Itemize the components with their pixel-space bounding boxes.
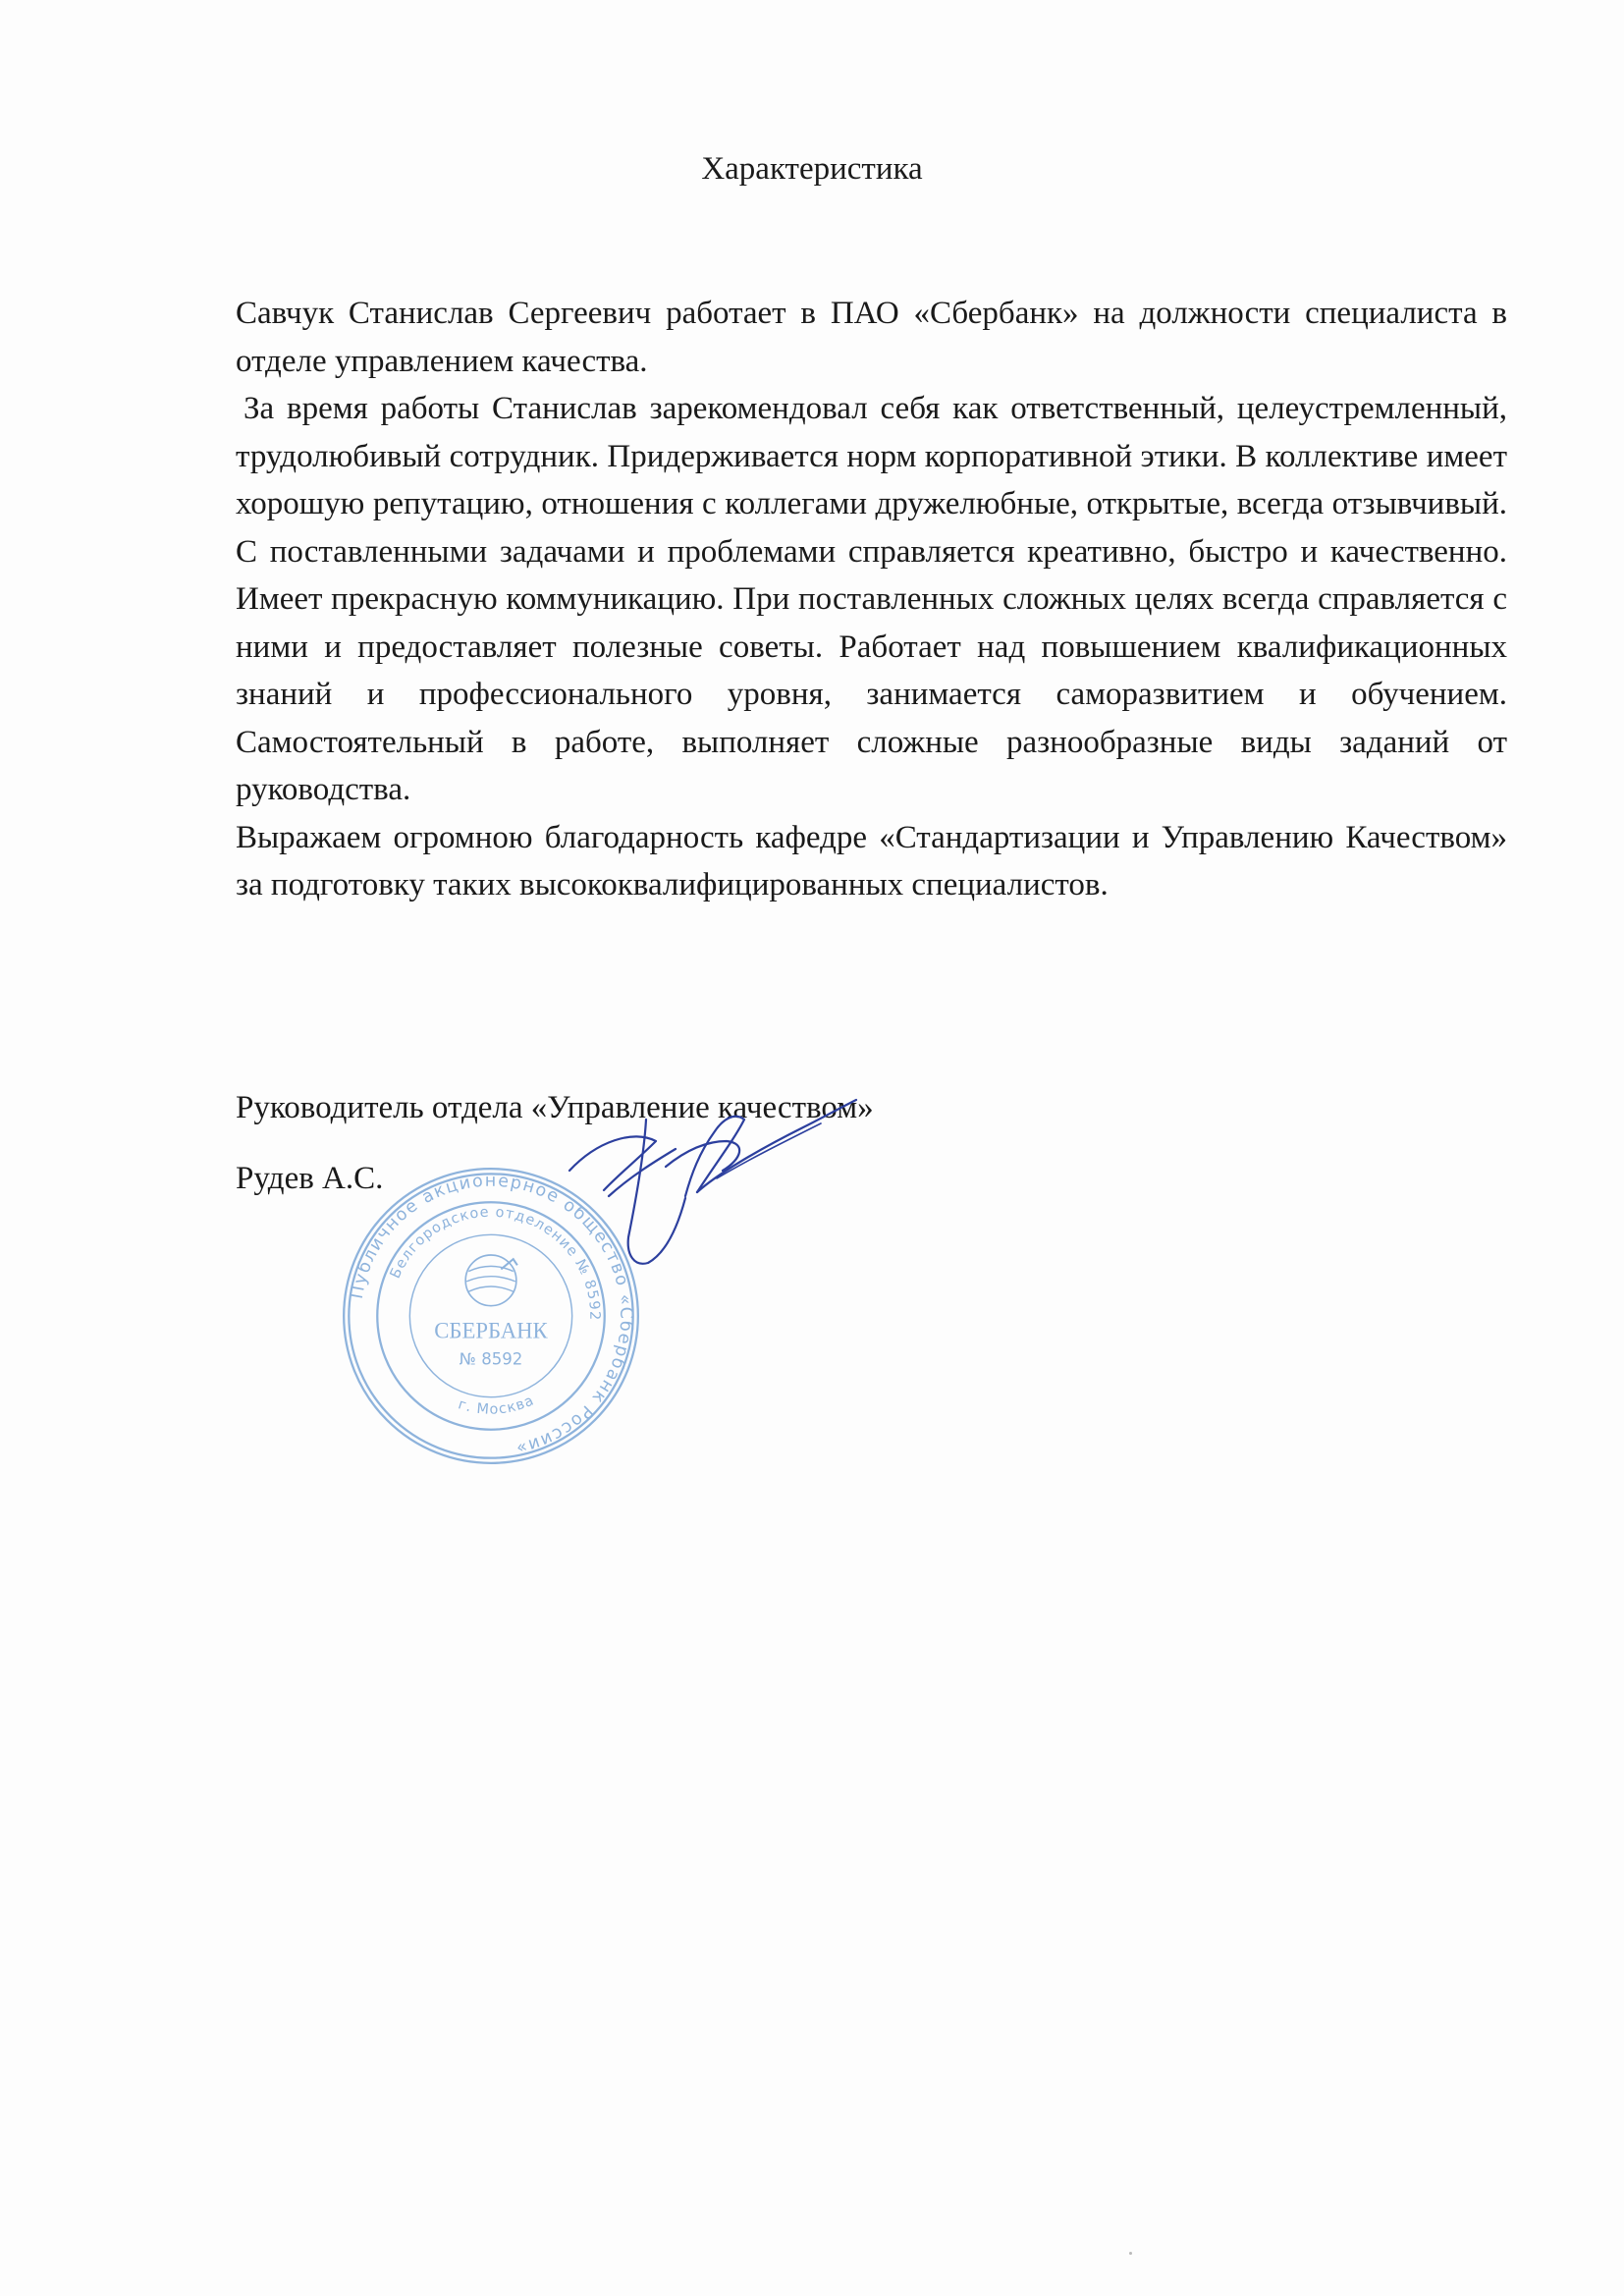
document-body [236, 290, 1507, 909]
stamp-center-number: № 8592 [459, 1349, 523, 1369]
handwritten-signature [550, 1080, 864, 1286]
signatory-name: Рудев А.С. [236, 1161, 384, 1196]
paragraph-characteristics: За время работы Станислав зарекомендовал себя как ответственный, целеустремленный, трудолюбивый сотрудник. Придерживается норм корпоративной этики. В коллективе имеет хорошую репутацию, отношения с коллегами дружелюбные, открытые, всегда отзывчивый. С поставленными задачами и проблемами справляется креативно, быстро и качественно. Имеет прекрасную коммуникацию. При поставленных сложных целях всегда справляется с ними и предоставляет полезные советы. Работает над повышением квалификационных знаний и профессионального уровня, занимается саморазвитием и обучением. Самостоятельный в работе, выполняет сложные разнообразные виды заданий от руководства. [236, 391, 1507, 807]
document-title: Характеристика [701, 151, 923, 187]
paragraph-position: Савчук Станислав Сергеевич работает в ПАО «Сбербанк» на должности специалиста в отделе управлением качества. [236, 296, 1507, 379]
stamp-inner-text: Белгородское отделение № 8592 [387, 1204, 603, 1322]
stamp-bottom-text: г. Москва [456, 1393, 537, 1418]
paragraph-gratitude: Выражаем огромною благодарность кафедре «Стандартизации и Управлению Качеством» за подготовку таких высококвалифицированных специалистов. [236, 819, 1507, 902]
stamp-center-brand: СБЕРБАНК [434, 1318, 548, 1343]
stamp-outer-text: Публичное акционерное общество «Сбербанк России» [347, 1171, 636, 1458]
scan-speck [1129, 2252, 1132, 2255]
signatory-position: Руководитель отдела «Управление качеством» [236, 1090, 874, 1125]
